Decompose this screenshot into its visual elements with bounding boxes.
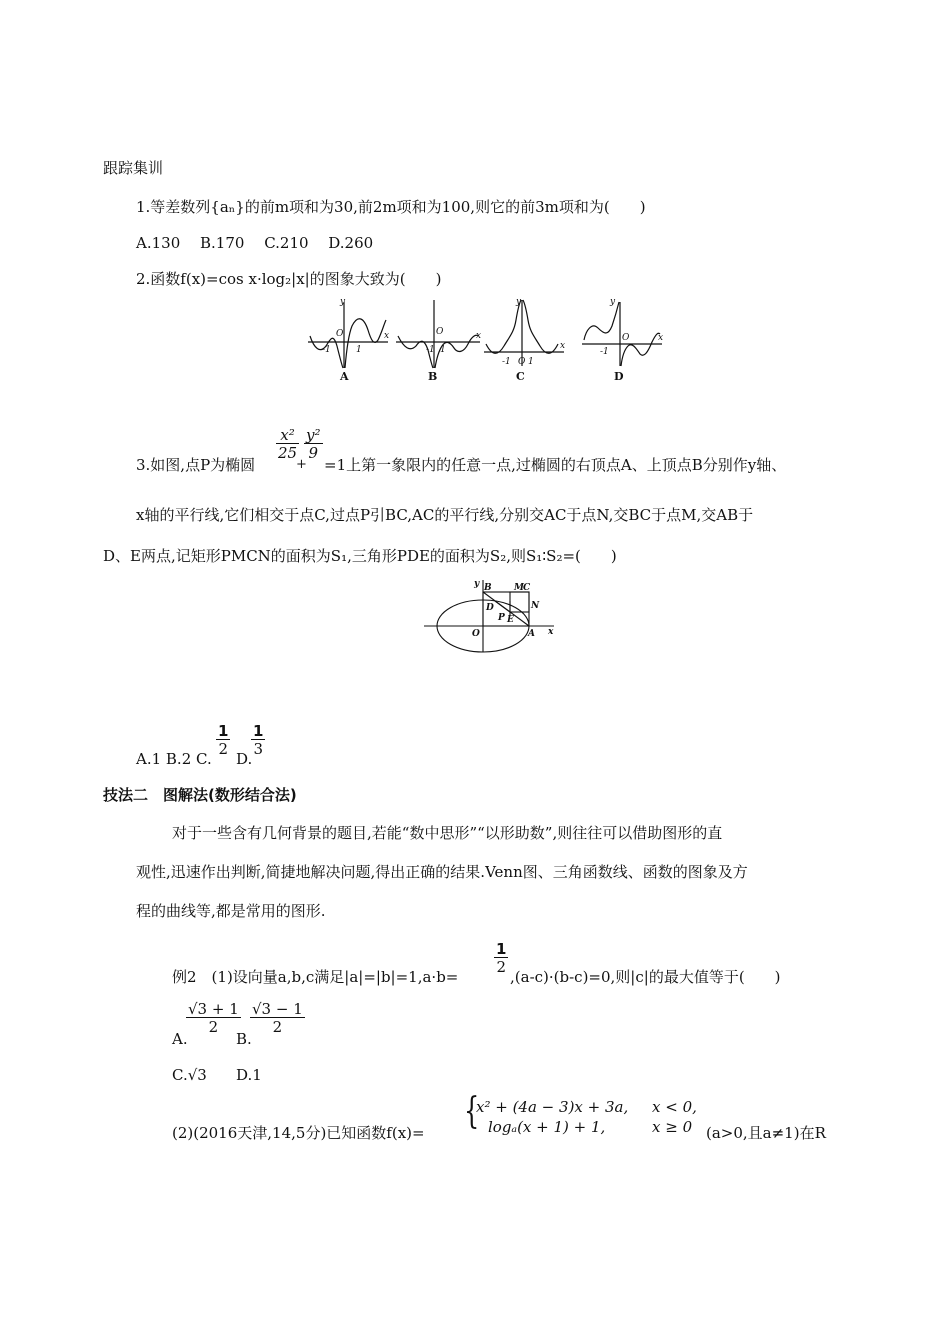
fraction-numerator: √3 − 1	[252, 1000, 303, 1018]
section-heading: 跟踪集训	[103, 159, 164, 177]
graph-c-y-label: y	[516, 297, 522, 307]
fraction-denominator: 2	[216, 739, 230, 757]
fraction-numerator: 1	[218, 722, 229, 740]
fraction-denominator: 3	[251, 739, 265, 757]
fraction-denominator: 2	[250, 1017, 305, 1035]
question-1-text: 1.等差数列{aₙ}的前m项和为30,前2m项和为100,则它的前3m项和为( )	[136, 198, 646, 216]
graph-b-one: 1	[440, 345, 446, 355]
ellipse-figure	[420, 576, 560, 656]
piecewise-case-1: x² + (4a − 3)x + 3a,	[476, 1098, 629, 1116]
technique-title: 技法二 图解法(数形结合法)	[103, 786, 297, 804]
figure-e-label: E	[507, 615, 514, 625]
figure-x-label: x	[548, 627, 554, 637]
graph-b-neg-one: -1	[426, 345, 435, 355]
graph-a-label: A	[340, 370, 349, 382]
question-3-line2: x轴的平行线,它们相交于点C,过点P引BC,AC的平行线,分别交AC于点N,交BC于点M,交AB于	[136, 506, 754, 524]
graph-b-x-label: x	[476, 331, 482, 341]
graph-c-x-label: x	[560, 341, 566, 351]
graph-d-x-label: x	[658, 333, 664, 343]
question-3-line1-post: =1上第一象限内的任意一点,过椭圆的右顶点A、上顶点B分别作y轴、	[324, 456, 787, 474]
figure-o-label: O	[472, 629, 480, 639]
piecewise-condition-1: x < 0,	[652, 1098, 697, 1116]
figure-p-label: P	[498, 613, 505, 623]
graph-c-one: 1	[528, 357, 534, 367]
graph-b-origin: O	[436, 327, 444, 337]
fraction-numerator: y²	[306, 426, 321, 444]
figure-d-label: D	[486, 603, 494, 613]
question-3-options-pre: A.1 B.2 C.	[136, 750, 212, 768]
option-d-fraction	[251, 724, 265, 757]
graph-c-neg-one: -1	[502, 357, 511, 367]
fraction-denominator: 9	[304, 443, 323, 461]
piecewise-condition-2: x ≥ 0	[652, 1118, 693, 1136]
piecewise-brace: {	[464, 1090, 480, 1132]
graph-a-origin: O	[336, 329, 344, 339]
example-2-option-c: C.√3	[172, 1066, 207, 1084]
graph-b-label: B	[428, 370, 438, 382]
graph-c-origin: O	[518, 357, 526, 367]
option-b-fraction	[250, 1002, 305, 1035]
figure-y-label: y	[474, 579, 480, 589]
graph-c-label: C	[516, 370, 525, 382]
graph-a-one: 1	[356, 345, 362, 355]
fraction-denominator: 2	[494, 957, 508, 975]
graph-a-x-label: x	[384, 331, 390, 341]
ellipse-fraction-y	[304, 428, 323, 461]
plus-sign: +	[296, 457, 307, 472]
figure-c-label: C	[523, 583, 531, 593]
fraction-denominator: 25	[278, 444, 298, 462]
example-2-part1-pre: 例2 (1)设向量a,b,c满足|a|=|b|=1,a·b=	[172, 968, 459, 986]
fraction-numerator: √3 + 1	[188, 1000, 239, 1018]
question-3-options-mid: D.	[236, 750, 253, 768]
graph-d-label: D	[614, 370, 624, 382]
paragraph-line-2: 观性,迅速作出判断,简捷地解决问题,得出正确的结果.Venn图、三角函数线、函数的图象及方	[136, 863, 748, 881]
fraction-numerator: x²	[280, 426, 295, 444]
option-c-fraction	[216, 724, 230, 757]
question-3-line1-pre: 3.如图,点P为椭圆	[136, 456, 256, 474]
fraction-denominator: 2	[186, 1017, 241, 1035]
figure-b-label: B	[484, 583, 492, 593]
figure-a-label: A	[528, 629, 535, 639]
graph-d-neg-one: -1	[600, 347, 609, 357]
question-3-line3: D、E两点,记矩形PMCN的面积为S₁,三角形PDE的面积为S₂,则S₁∶S₂=( )	[103, 547, 617, 565]
example-2-part2-pre: (2)(2016天津,14,5分)已知函数f(x)=	[172, 1124, 425, 1142]
option-a-fraction	[186, 1002, 241, 1035]
graph-d-y-label: y	[610, 297, 616, 307]
piecewise-case-2: logₐ(x + 1) + 1,	[488, 1118, 606, 1136]
example-2-option-a-label: A.	[172, 1030, 188, 1048]
graph-a-y-label: y	[340, 297, 346, 307]
paragraph-line-1: 对于一些含有几何背景的题目,若能“数中思形”“以形助数”,则往往可以借助图形的直	[172, 824, 723, 842]
graph-d-origin: O	[622, 333, 630, 343]
fraction-numerator: 1	[496, 940, 507, 958]
figure-n-label: N	[531, 601, 540, 611]
example-2-option-d: D.1	[236, 1066, 262, 1084]
fraction-numerator: 1	[253, 722, 264, 740]
figure-m-label: M	[514, 583, 524, 593]
question-1-options: A.130 B.170 C.210 D.260	[136, 234, 374, 252]
example-2-part2-post: (a>0,且a≠1)在R	[706, 1124, 826, 1142]
paragraph-line-3: 程的曲线等,都是常用的图形.	[136, 902, 326, 920]
graph-a-neg-one: -1	[322, 345, 331, 355]
question-2-text: 2.函数f(x)=cos x·log₂|x|的图象大致为( )	[136, 270, 442, 288]
question-2-graphs	[300, 296, 680, 382]
dot-product-fraction	[494, 942, 508, 975]
example-2-option-b-label: B.	[236, 1030, 252, 1048]
example-2-part1-post: ,(a-c)·(b-c)=0,则|c|的最大值等于( )	[510, 968, 781, 986]
